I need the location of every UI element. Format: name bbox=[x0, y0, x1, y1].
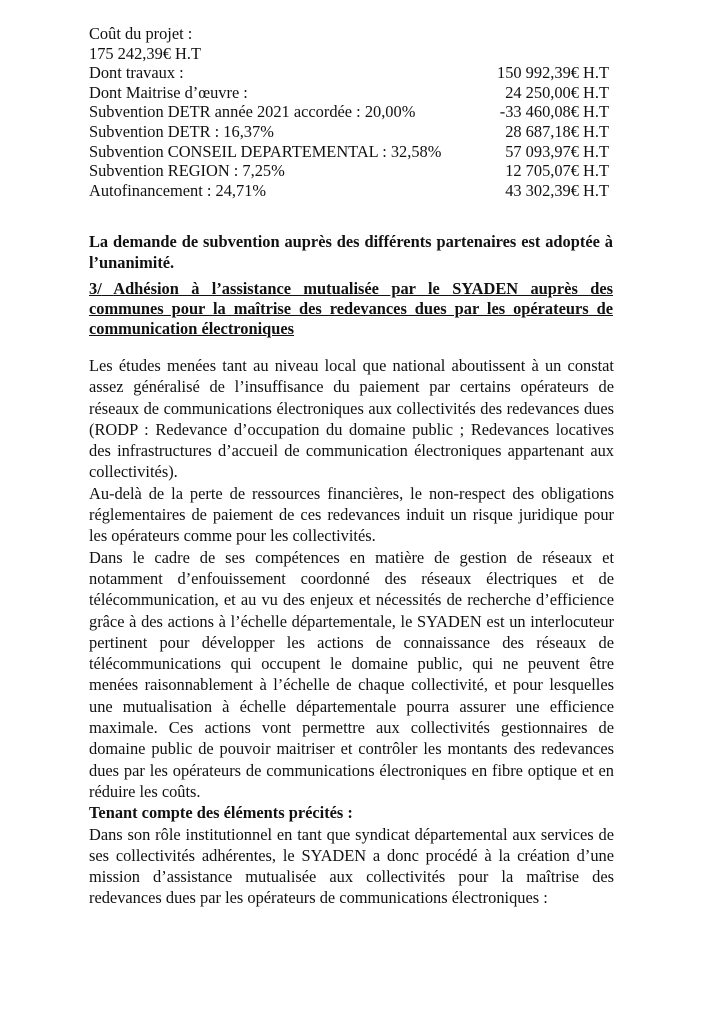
cost-row-detr bbox=[89, 122, 609, 142]
section-heading bbox=[89, 279, 613, 339]
cost-label: Subvention CONSEIL DEPARTEMENTAL : 32,58% bbox=[89, 141, 442, 161]
cost-amount: 24 250,00€ H.T bbox=[505, 82, 609, 102]
cost-amount: 28 687,18€ H.T bbox=[505, 121, 609, 141]
cost-total-row bbox=[89, 44, 609, 64]
section-body bbox=[89, 355, 614, 909]
section-number: 3/ bbox=[89, 279, 102, 298]
paragraph-context: Les études menées tant au niveau local que national aboutissent à un constat assez généralisé de l’insuffisance du paiement par certains opérateurs de réseaux de communications électroniques aux collectivités des redevances dues (RODP : Redevance d’occupation du domaine public ; Redevances locatives des infrastructures d’accueil de communication électroniques appartenant aux collectivités). bbox=[89, 356, 614, 482]
cost-row-maitrise-oeuvre bbox=[89, 83, 609, 103]
cost-amount: 57 093,97€ H.T bbox=[505, 141, 609, 161]
considering-heading: Tenant compte des éléments précités : bbox=[89, 803, 353, 823]
cost-amount: 43 302,39€ H.T bbox=[505, 180, 609, 200]
adoption-statement: La demande de subvention auprès des différents partenaires est adoptée à l’unanimité. bbox=[89, 232, 613, 273]
cost-row-detr-2021 bbox=[89, 102, 609, 122]
cost-amount: 12 705,07€ H.T bbox=[505, 161, 609, 181]
cost-label: Subvention DETR année 2021 accordée : 20,00% bbox=[89, 102, 416, 122]
cost-amount: -33 460,08€ H.T bbox=[499, 102, 609, 122]
cost-title-row bbox=[89, 24, 609, 44]
cost-row-travaux bbox=[89, 63, 609, 83]
cost-row-conseil-departemental bbox=[89, 142, 609, 162]
cost-title: Coût du projet : bbox=[89, 24, 193, 43]
cost-amount: 150 992,39€ H.T bbox=[497, 63, 609, 83]
cost-total: 175 242,39€ H.T bbox=[89, 43, 201, 63]
cost-label: Subvention DETR : 16,37% bbox=[89, 121, 274, 141]
cost-row-autofinancement bbox=[89, 181, 609, 201]
section-title: Adhésion à l’assistance mutualisée par le SYADEN auprès des communes pour la maîtrise des redevances dues par les opérateurs de communication électroniques bbox=[89, 279, 613, 338]
cost-label: Subvention REGION : 7,25% bbox=[89, 161, 285, 181]
cost-label: Dont Maitrise d’œuvre : bbox=[89, 82, 248, 102]
paragraph-risk: Au-delà de la perte de ressources financières, le non-respect des obligations réglementaires de paiement de ces redevances induit un risque juridique pour les opérateurs comme pour les collectivités. bbox=[89, 483, 614, 546]
cost-row-region bbox=[89, 161, 609, 181]
paragraph-closing: Dans son rôle institutionnel en tant que syndicat départemental aux services de ses collectivités adhérentes, le SYADEN a donc procédé à la création d’une mission d’assistance mutualisée aux collectivités pour la maîtrise des redevances dues par les opérateurs de communications électroniques : bbox=[89, 824, 614, 908]
cost-label: Autofinancement : 24,71% bbox=[89, 180, 267, 200]
paragraph-syaden-role: Dans le cadre de ses compétences en matière de gestion de réseaux et notamment d’enfouissement coordonné des réseaux électriques et de télécommunication, et au vu des enjeux et nécessités de recherche d’efficience grâce à des actions à l’échelle départementale, le SYADEN est un interlocuteur pertinent pour développer les actions de connaissance des réseaux de télécommunications qui occupent le domaine public, qui ne peuvent être menées raisonnablement à l’échelle de chaque collectivité, et pour lesquelles une mutualisation à échelle départementale pourra assurer une efficience maximale. Ces actions vont permettre aux collectivités gestionnaires de domaine public de pouvoir maitriser et contrôler les montants des redevances dues par les opérateurs de communications électroniques en fibre optique et en réduire les coûts. bbox=[89, 547, 614, 801]
cost-label: Dont travaux : bbox=[89, 63, 184, 83]
project-cost-table bbox=[89, 24, 609, 200]
